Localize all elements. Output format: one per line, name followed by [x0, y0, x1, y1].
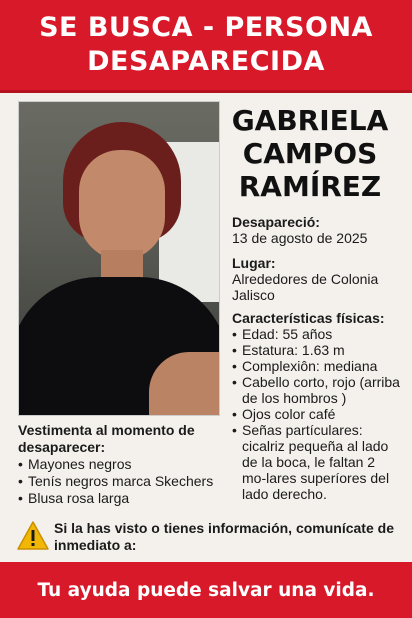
missing-person-photo [18, 101, 220, 416]
footer-text: Tu ayuda puede salvar una vida. [37, 579, 375, 601]
physical-item-height: • Estatura: 1.63 m [232, 342, 402, 358]
clothing-list [18, 456, 223, 507]
physical-item-age: • Edad: 55 años [232, 326, 402, 342]
header-title-line2: DESAPARECIDA [87, 46, 325, 77]
clothing-label: Vestimenta al momento de desaparecer: [18, 422, 195, 455]
footer-banner [0, 562, 412, 618]
contact-notice: Si la has visto o tienes información, comunícate de inmediato a: [54, 520, 394, 553]
header-banner [0, 0, 412, 93]
physical-section [232, 310, 402, 502]
location-section [232, 255, 402, 303]
location-value: Alrededores de Colonia Jalisco [232, 271, 379, 303]
name-line-1: GABRIELA [231, 104, 389, 137]
header-title-line1: SE BUSCA - PERSONA [39, 12, 373, 43]
name-line-2: CAMPOS [242, 137, 378, 170]
name-line-3: RAMÍREZ [238, 170, 382, 203]
clothing-item-blouse: • Blusa rosa larga [18, 490, 223, 507]
disappeared-date: 13 de agosto de 2025 [232, 230, 368, 246]
person-name [228, 104, 392, 203]
clothing-item-pants: • Mayones negros [18, 456, 223, 473]
clothing-item-shoes: • Tenís negros marca Skechers [18, 473, 223, 490]
physical-label: Características físicas: [232, 310, 385, 326]
location-label: Lugar: [232, 255, 276, 271]
physical-item-eyes: • Ojos color café [232, 406, 402, 422]
disappeared-section [232, 214, 402, 246]
physical-list [232, 326, 402, 502]
physical-item-hair: • Cabello corto, rojo (arriba de los hombros ) [232, 374, 402, 406]
warning-icon [16, 520, 50, 552]
physical-item-build: • Complexiôn: mediana [232, 358, 402, 374]
clothing-section [18, 422, 223, 507]
physical-item-marks: • Señas partículares: cicalriz pequeña al lado de la boca, le faltan 2 mo-lares superíores del lado derecho. [232, 422, 402, 502]
disappeared-label: Desapareció: [232, 214, 320, 230]
